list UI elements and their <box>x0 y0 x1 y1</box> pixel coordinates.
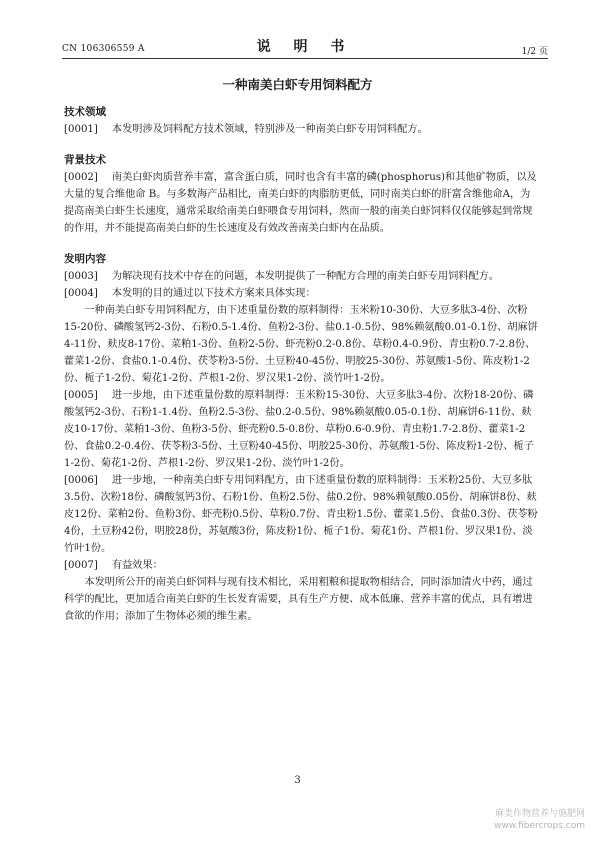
paragraph-text: 有益效果： <box>111 560 163 571</box>
paragraph-number: [0007] <box>64 560 98 571</box>
paragraph <box>64 557 540 574</box>
paragraph-number: [0006] <box>64 475 98 486</box>
paragraph-text: 为解决现有技术中存在的问题，本发明提供了一种配方合理的南美白虾专用饲料配方。 <box>111 271 500 282</box>
paragraph-continuation: 一种南美白虾专用饲料配方，由下述重量份数的原料制得：玉米粉10-30份、大豆多肽3-4份、次粉15-20份、磷酸氢钙2-3份、石粉0.5-1.4份、鱼粉2-3份、盐0.1-0.5份、98%赖氨酸0.01-0.1份、胡麻饼4-11份、麸皮8-17份、菜粕1-3份、鱼粉2-5份、虾壳粉0.2-0.8份、草粉0.4-0.9份、青虫粉0.7-2.8份、藿菜1-2份、食盐0.1-0.4份、茯苓粉3-5份、土豆粉40-45份、明胶25-30份、苏氨酸1-5份、陈皮粉1-2份、栀子1-2份、菊花1-2份、芦根1-2份、罗汉果1-2份、淡竹叶1-2份。 <box>64 305 538 384</box>
section-heading: 发明内容 <box>64 253 106 265</box>
paragraph <box>64 268 540 285</box>
publication-number: CN 106306559 A <box>62 44 145 54</box>
watermark <box>494 808 585 832</box>
paragraph-text: 南美白虾肉质营养丰富，富含蛋白质，同时也含有丰富的磷(phosphorus)和其他矿物质，以及大量的复合维他命 B。与多数海产品相比，南美白虾的肉脂肪更低，同时南美白虾的肝富含维他命A，为提高南美白虾生长速度，通常采取给南美白虾喂食专用饲料，然而一般的南美白虾饲料仅仅能够起到常规的作用，并不能提高南美白虾的生长速度及有效改善南美白虾内在品质。 <box>64 172 537 234</box>
paragraph <box>64 285 540 302</box>
paragraph <box>64 121 540 138</box>
paragraph-number: [0005] <box>64 390 98 401</box>
paragraph <box>64 472 540 557</box>
document-title: 一种南美白虾专用饲料配方 <box>222 77 373 92</box>
page-header <box>62 36 548 60</box>
paragraph-number: [0003] <box>64 271 98 282</box>
paragraph-text: 进一步地，由下述重量份数的原料制得：玉米粉15-30份、大豆多肽3-4份、次粉18-20份、磷酸氢钙2-3份、石粉1-1.4份、鱼粉2.5-3份、盐0.2-0.5份、98%赖氨酸0.05-0.1份、胡麻饼6-11份、麸皮10-17份、菜粕1-3份、鱼粉3-5份、虾壳粉0.5-0.8份、草粉0.6-0.9份、青虫粉1.7-2.8份、藿菜1-2份、食盐0.2-0.4份、茯苓粉3-5份、土豆粉40-45份、明胶25-30份、苏氨酸1-5份、陈皮粉1-2份、栀子1-2份、菊花1-2份、芦根1-2份、罗汉果1-2份、淡竹叶1-2份。 <box>64 390 534 469</box>
section-heading: 背景技术 <box>64 154 106 166</box>
section-heading: 技术领域 <box>64 106 106 118</box>
watermark-line: www.fibercrops.com <box>494 821 585 831</box>
page-number: 3 <box>294 775 301 786</box>
paragraph-continuation: 本发明所公开的南美白虾饲料与现有技术相比，采用粗粮和提取物相结合，同时添加清火中药，通过科学的配比，更加适合南美白虾的生长发育需要，具有生产方便、成本低廉、营养丰富的优点，具有增进食欲的作用；添加了生物体必须的维生素。 <box>64 577 533 622</box>
document-type: 说 明 书 <box>256 39 354 55</box>
paragraph-text: 本发明的目的通过以下技术方案来具体实现： <box>111 288 316 299</box>
paragraph <box>64 387 540 472</box>
paragraph <box>64 169 540 237</box>
paragraph-number: [0004] <box>64 288 98 299</box>
header-rule <box>62 58 548 59</box>
paragraph-text: 进一步地，一种南美白虾专用饲料配方，由下述重量份数的原料制得：玉米粉25份、大豆多肽3.5份、次粉18份、磷酸氢钙3份、石粉1份、鱼粉2.5份、盐0.2份、98%赖氨酸0.05份、胡麻饼8份、麸皮12份、菜粕2份、鱼粉3份、虾壳粉0.5份、草粉0.7份、青虫粉1.5份、藿菜1.5份、食盐0.3份、茯苓粉4份，土豆粉42份，明胶28份，苏氨酸3份，陈皮粉1份、栀子1份、菊花1份、芦根1份、罗汉果1份、淡竹叶1份。 <box>64 475 538 554</box>
document-body <box>64 104 540 625</box>
page-info: 1/2 页 <box>521 47 548 57</box>
paragraph-number: [0002] <box>64 172 98 183</box>
watermark-line: 麻类作物营养与施肥网 <box>494 809 585 819</box>
paragraph-number: [0001] <box>64 124 98 135</box>
paragraph-text: 本发明涉及饲料配方技术领域，特别涉及一种南美白虾专用饲料配方。 <box>111 124 428 135</box>
